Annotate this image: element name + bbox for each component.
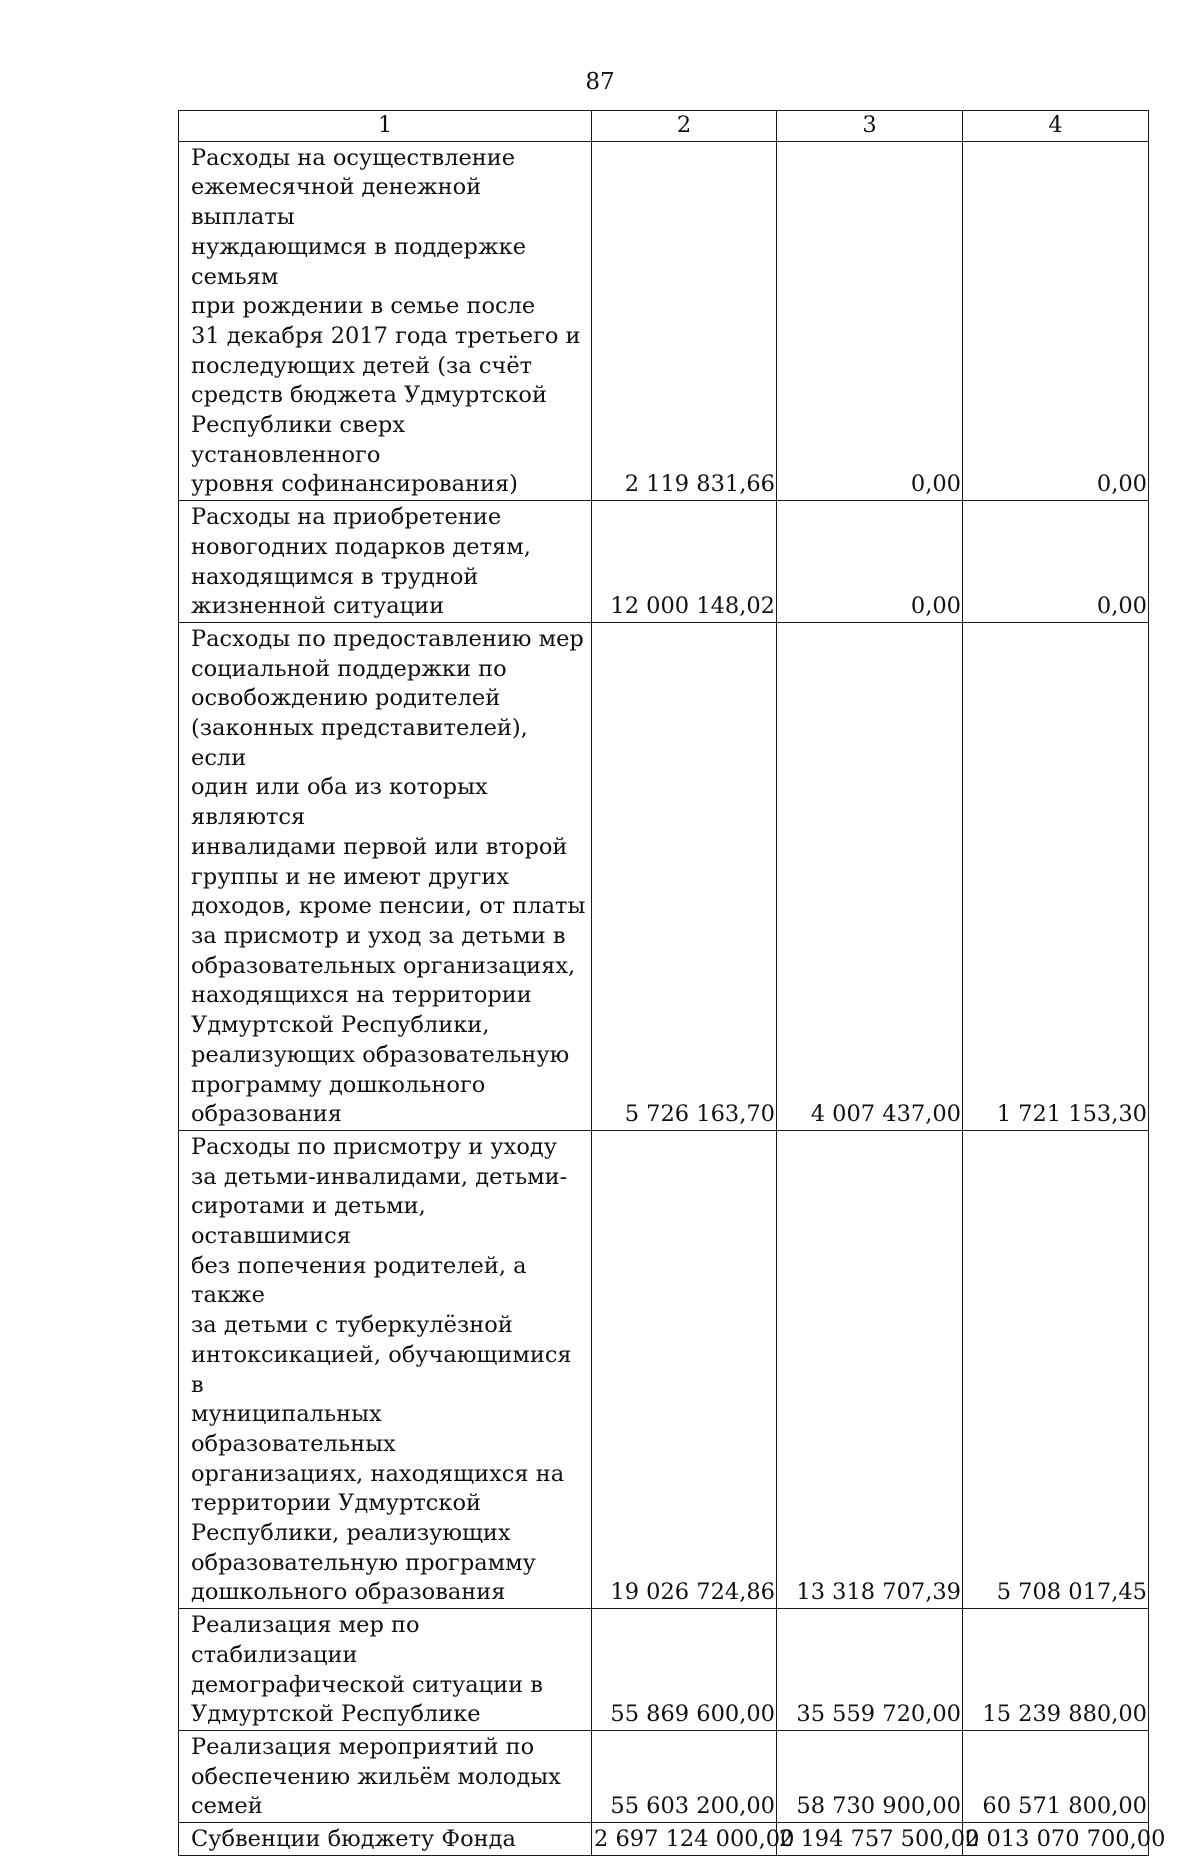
page-number: 87 (585, 69, 615, 95)
table-row (179, 1609, 1149, 1731)
header-row (179, 111, 1149, 142)
row-description: Субвенции бюджету Фонда (179, 1823, 592, 1856)
row-value-col2: 55 869 600,00 (592, 1609, 777, 1731)
table-row-total (179, 1823, 1149, 1856)
table-row (179, 1130, 1149, 1608)
row-value-col2: 5 726 163,70 (592, 622, 777, 1130)
row-description: Расходы по присмотру и уходу за детьми-инвалидами, детьми- сиротами и детьми, оставшимися без попечения родителей, а также за детьми с туберкулёзной интоксикацией, обучающимися в муниципальных образовательных организациях, находящихся на территории Удмуртской Республики, реализующих образовательную программу дошкольного образования (179, 1130, 592, 1608)
row-value-col3: 4 007 437,00 (777, 622, 963, 1130)
row-value-col2: 12 000 148,02 (592, 501, 777, 623)
row-value-col4: 1 721 153,30 (963, 622, 1149, 1130)
row-description: Расходы на осуществление ежемесячной денежной выплаты нуждающимся в поддержке семьям при рождении в семье после 31 декабря 2017 года третьего и последующих детей (за счёт средств бюджета Удмуртской Республики сверх установленного уровня софинансирования) (179, 141, 592, 500)
column-header-1: 1 (179, 111, 592, 142)
table-row (179, 141, 1149, 500)
column-header-4: 4 (963, 111, 1149, 142)
budget-table (178, 110, 1166, 1856)
row-value-col2: 2 697 124 000,00 (592, 1823, 777, 1856)
row-description: Реализация мер по стабилизации демографической ситуации в Удмуртской Республике (179, 1609, 592, 1731)
row-value-col4: 0,00 (963, 141, 1149, 500)
row-value-col2: 19 026 724,86 (592, 1130, 777, 1608)
row-value-col2: 55 603 200,00 (592, 1730, 777, 1822)
row-value-col3: 13 318 707,39 (777, 1130, 963, 1608)
row-value-col2: 2 119 831,66 (592, 141, 777, 500)
row-description: Реализация мероприятий по обеспечению жильём молодых семей (179, 1730, 592, 1822)
table-row (179, 622, 1149, 1130)
row-value-col3: 0,00 (777, 501, 963, 623)
row-value-col4: 2 013 070 700,00 (963, 1823, 1149, 1856)
table-row (179, 1730, 1149, 1822)
row-value-col3: 58 730 900,00 (777, 1730, 963, 1822)
row-value-col4: 15 239 880,00 (963, 1609, 1149, 1731)
row-value-col3: 2 194 757 500,00 (777, 1823, 963, 1856)
table-row (179, 501, 1149, 623)
row-value-col4: 0,00 (963, 501, 1149, 623)
row-value-col4: 5 708 017,45 (963, 1130, 1149, 1608)
row-value-col4: 60 571 800,00 (963, 1730, 1149, 1822)
row-description: Расходы на приобретение новогодних подарков детям, находящимся в трудной жизненной ситуации (179, 501, 592, 623)
column-header-3: 3 (777, 111, 963, 142)
row-description: Расходы по предоставлению мер социальной поддержки по освобождению родителей (законных представителей), если один или оба из которых являются инвалидами первой или второй группы и не имеют других доходов, кроме пенсии, от платы за присмотр и уход за детьми в образовательных организациях, находящихся на территории Удмуртской Республики, реализующих образовательную программу дошкольного образования (179, 622, 592, 1130)
column-header-2: 2 (592, 111, 777, 142)
row-value-col3: 0,00 (777, 141, 963, 500)
row-value-col3: 35 559 720,00 (777, 1609, 963, 1731)
